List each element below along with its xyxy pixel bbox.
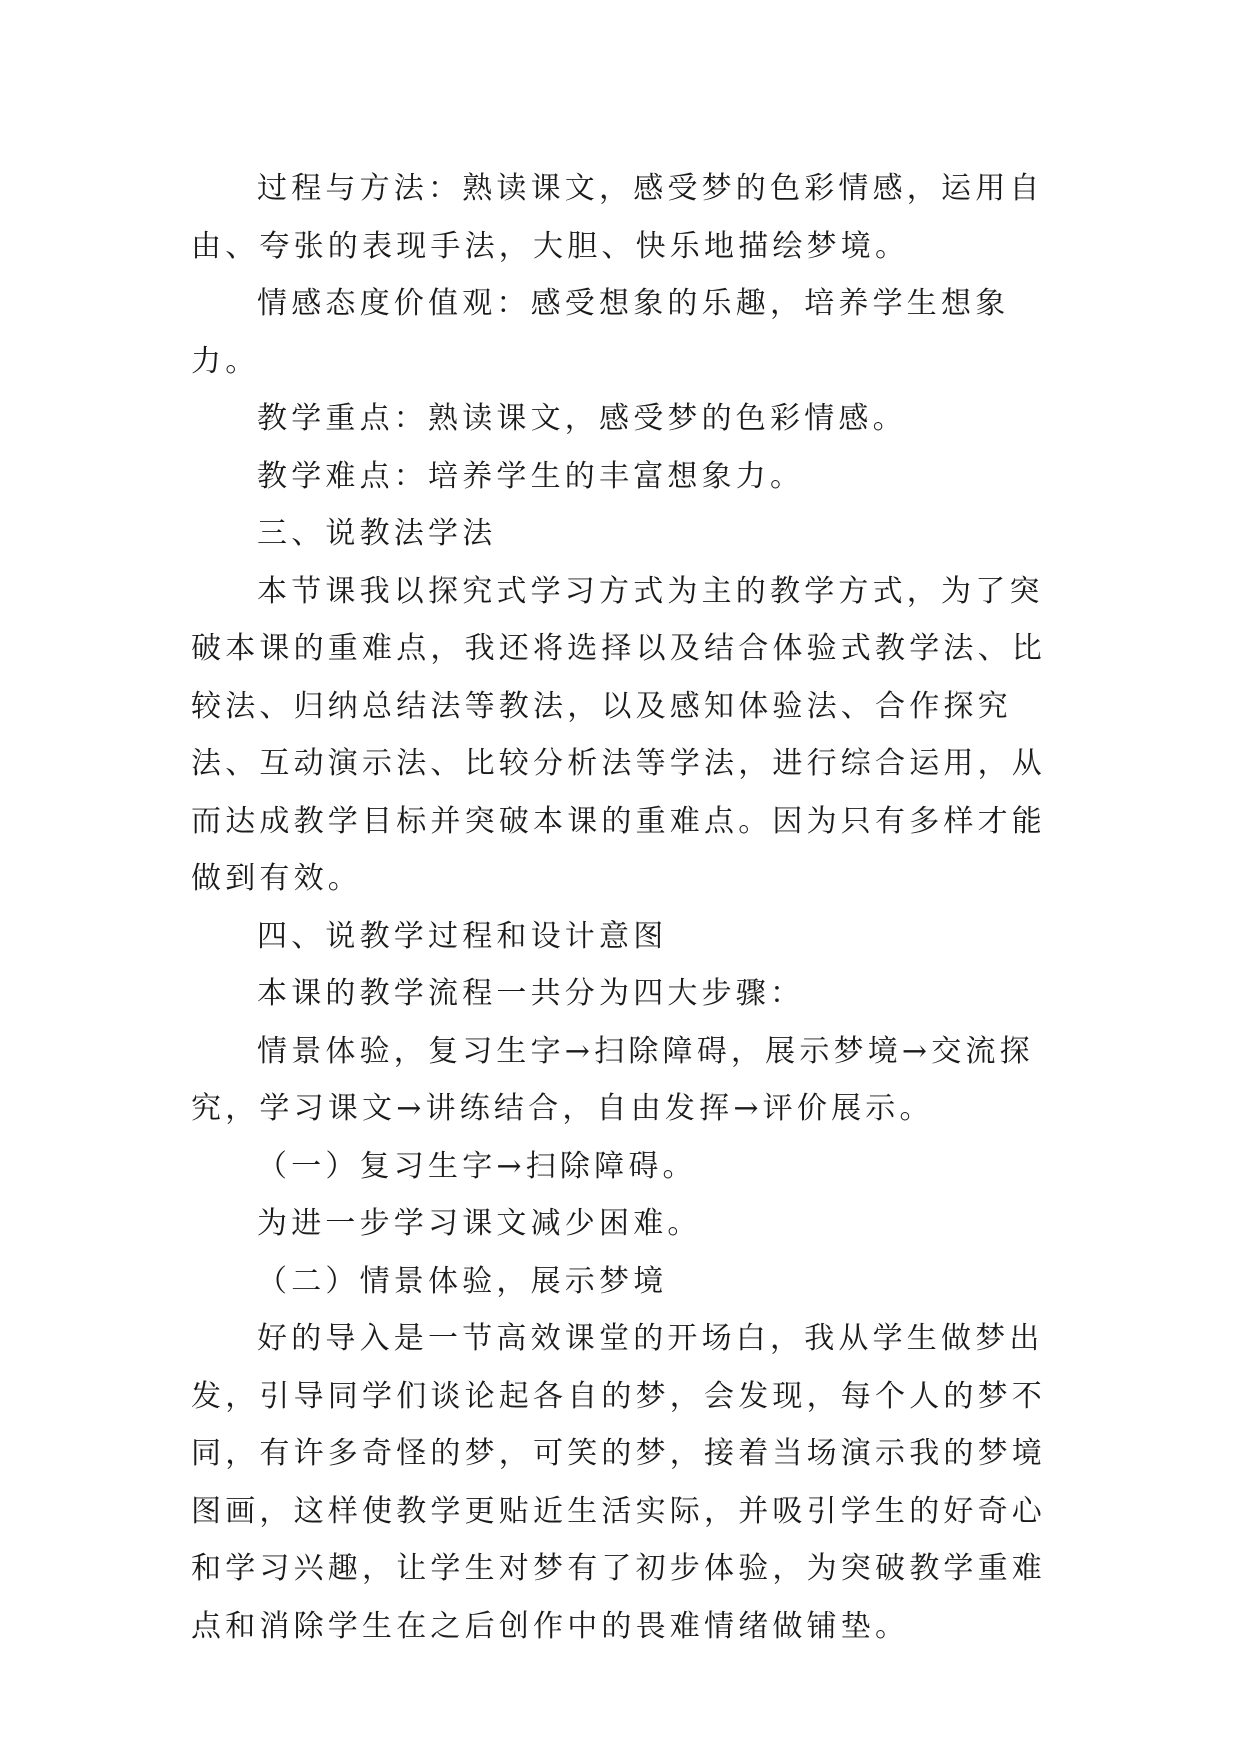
document-page <box>191 160 1071 1655</box>
paragraph-process-method: 过程与方法：熟读课文，感受梦的色彩情感，运用自由、夸张的表现手法，大胆、快乐地描绘梦境。 <box>191 171 1044 264</box>
paragraph-key-points: 教学重点：熟读课文，感受梦的色彩情感。 <box>257 401 907 436</box>
section-heading-teaching-methods: 三、说教法学法 <box>257 516 497 551</box>
paragraph-process-steps: 情景体验，复习生字→扫除障碍，展示梦境→交流探究，学习课文→讲练结合，自由发挥→评价展示。 <box>191 1033 1034 1126</box>
paragraph-step-one: 为进一步学习课文减少困难。 <box>257 1206 702 1241</box>
section-heading-teaching-process: 四、说教学过程和设计意图 <box>257 918 668 954</box>
subheading-step-two: （二）情景体验，展示梦境 <box>257 1263 668 1299</box>
paragraph-step-two: 好的导入是一节高效课堂的开场白，我从学生做梦出发，引导同学们谈论起各自的梦，会发现，每个人的梦不同，有许多奇怪的梦，可笑的梦，接着当场演示我的梦境图画，这样使教学更贴近生活实际，并吸引学生的好奇心和学习兴趣，让学生对梦有了初步体验，为突破教学重难点和消除学生在之后创作中的畏难情绪做铺垫。 <box>191 1321 1046 1644</box>
paragraph-process-intro: 本课的教学流程一共分为四大步骤： <box>257 976 805 1011</box>
paragraph-emotion-values: 情感态度价值观：感受想象的乐趣，培养学生想象力。 <box>191 286 1010 379</box>
subheading-step-one: （一）复习生字→扫除障碍。 <box>257 1148 697 1184</box>
paragraph-difficult-points: 教学难点：培养学生的丰富想象力。 <box>257 458 805 494</box>
paragraph-teaching-methods: 本节课我以探究式学习方式为主的教学方式，为了突破本课的重难点，我还将选择以及结合体验式教学法、比较法、归纳总结法等教法，以及感知体验法、合作探究法、互动演示法、比较分析法等学法，进行综合运用，从而达成教学目标并突破本课的重难点。因为只有多样才能做到有效。 <box>191 573 1046 896</box>
